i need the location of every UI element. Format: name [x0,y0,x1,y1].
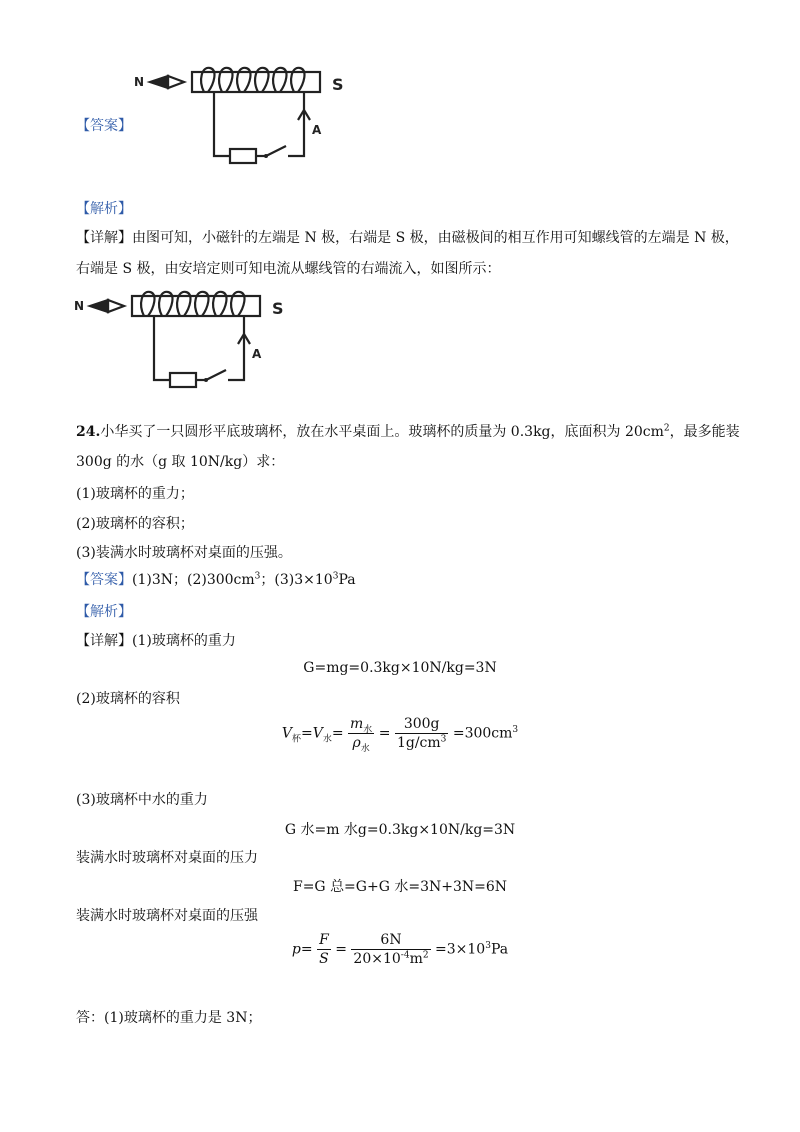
q24-stem-sup: 2 [663,423,670,434]
q24-step-1-heading [76,631,236,651]
detail-label-q23: 【详解】 [76,230,132,246]
analysis-label-q23: 【解析】 [76,201,132,217]
eq5-area: 20×10 [353,951,401,967]
eq2-m: m [350,716,364,732]
q24-answer-sup-1: 3 [254,571,261,582]
detail-label-q24: 【详解】 [76,633,132,649]
eq2-v-water: =V [300,725,323,742]
eq2-sub-water: 水 [322,734,332,745]
eq2-rho: ρ [352,735,361,751]
eq2-v: V [281,725,292,742]
q24-stem-line-2: 300g 的水（g 取 10N/kg）求： [76,454,285,470]
eq2-equals-2: = [378,725,391,742]
figure-1-s-label: S [332,75,344,94]
eq2-sub-cup: 杯 [291,734,301,745]
q24-answer-c: Pa [338,572,356,588]
eq5-6n: 6N [351,932,430,950]
q24-step-1-text: (1)玻璃杯的重力 [132,633,236,649]
eq5-s: S [319,951,329,967]
q24-answer-sup-2: 3 [332,571,339,582]
q24-answer-a: (1)3N；(2)300cm [132,572,255,588]
q23-detail-line-2: 右端是 S 极，由安培定则可知电流从螺线管的右端流入，如图所示： [76,261,501,277]
equation-gravity-cup: G=mg=0.3kg×10N/kg=3N [303,660,497,676]
equation-volume [0,716,800,754]
q24-number: 24. [76,424,101,440]
figure-1-n-label: N [134,75,145,89]
q24-stem-text-b: ，最多能装 [669,424,740,440]
q24-conclusion: 答：(1)玻璃杯的重力是 3N； [76,1010,262,1026]
eq2-m-sub: 水 [363,724,373,735]
q24-sub-question-1: (1)玻璃杯的重力； [76,486,194,502]
eq5-area-unit-sup: 2 [422,950,429,961]
answer-label-q24: 【答案】 [76,572,132,588]
q24-step-3-heading: (3)玻璃杯中水的重力 [76,792,208,808]
q24-answer-b: ；(3)3×10 [260,572,333,588]
equation-pressure-force: F=G 总=G+G 水=3N+3N=6N [292,879,508,895]
figure-2-n-label: N [74,299,85,313]
eq5-equals: = [335,941,347,958]
eq5-fraction-f-s [317,932,331,967]
eq5-fraction-values [351,932,430,967]
eq5-area-exp: -4 [400,950,410,961]
eq2-rho-sub: 水 [360,743,370,754]
q24-sub-question-3: (3)装满水时玻璃杯对桌面的压强。 [76,545,292,561]
equation-gravity-water: G 水=m 水g=0.3kg×10N/kg=3N [284,822,516,838]
eq2-fraction-m-rho [348,716,374,754]
eq2-density: 1g/cm [396,735,441,751]
q24-stem-text-a: 小华买了一只圆形平底玻璃杯，放在水平桌面上。玻璃杯的质量为 0.3kg，底面积为 20cm [100,424,664,440]
q24-step-2-heading: (2)玻璃杯的容积 [76,691,180,707]
q24-step-5-heading: 装满水时玻璃杯对桌面的压强 [76,908,258,924]
solenoid-circuit-figure-2 [74,286,294,396]
q24-sub-question-2: (2)玻璃杯的容积； [76,516,194,532]
equation-pressure [0,932,800,967]
eq5-result-unit: Pa [490,941,509,958]
eq2-result: =300cm [452,725,513,742]
figure-1-current-label: A [312,123,322,137]
eq5-area-unit: m [409,951,423,967]
eq5-p: p= [291,941,313,958]
q24-answer-line [76,570,356,590]
answer-label: 【答案】 [76,118,132,134]
eq2-equals-1: = [331,725,344,742]
q23-detail-line-1 [76,228,739,248]
q24-stem-line-1 [76,422,740,442]
q24-step-4-heading: 装满水时玻璃杯对桌面的压力 [76,850,258,866]
eq2-result-sup: 3 [512,724,519,735]
eq5-f: F [319,932,329,948]
eq5-result: =3×10 [435,941,486,958]
eq2-300g: 300g [395,716,448,734]
figure-2-s-label: S [272,299,284,318]
q23-detail-text-1: 由图可知，小磁针的左端是 N 极，右端是 S 极，由磁极间的相互作用可知螺线管的左端是 N 极， [132,230,739,246]
eq5-result-sup: 3 [485,940,491,951]
analysis-label-q24: 【解析】 [76,604,132,620]
solenoid-circuit-figure-1 [134,62,354,172]
eq2-fraction-values [395,716,448,751]
eq2-density-sup: 3 [440,734,447,745]
figure-2-current-label: A [252,347,262,361]
